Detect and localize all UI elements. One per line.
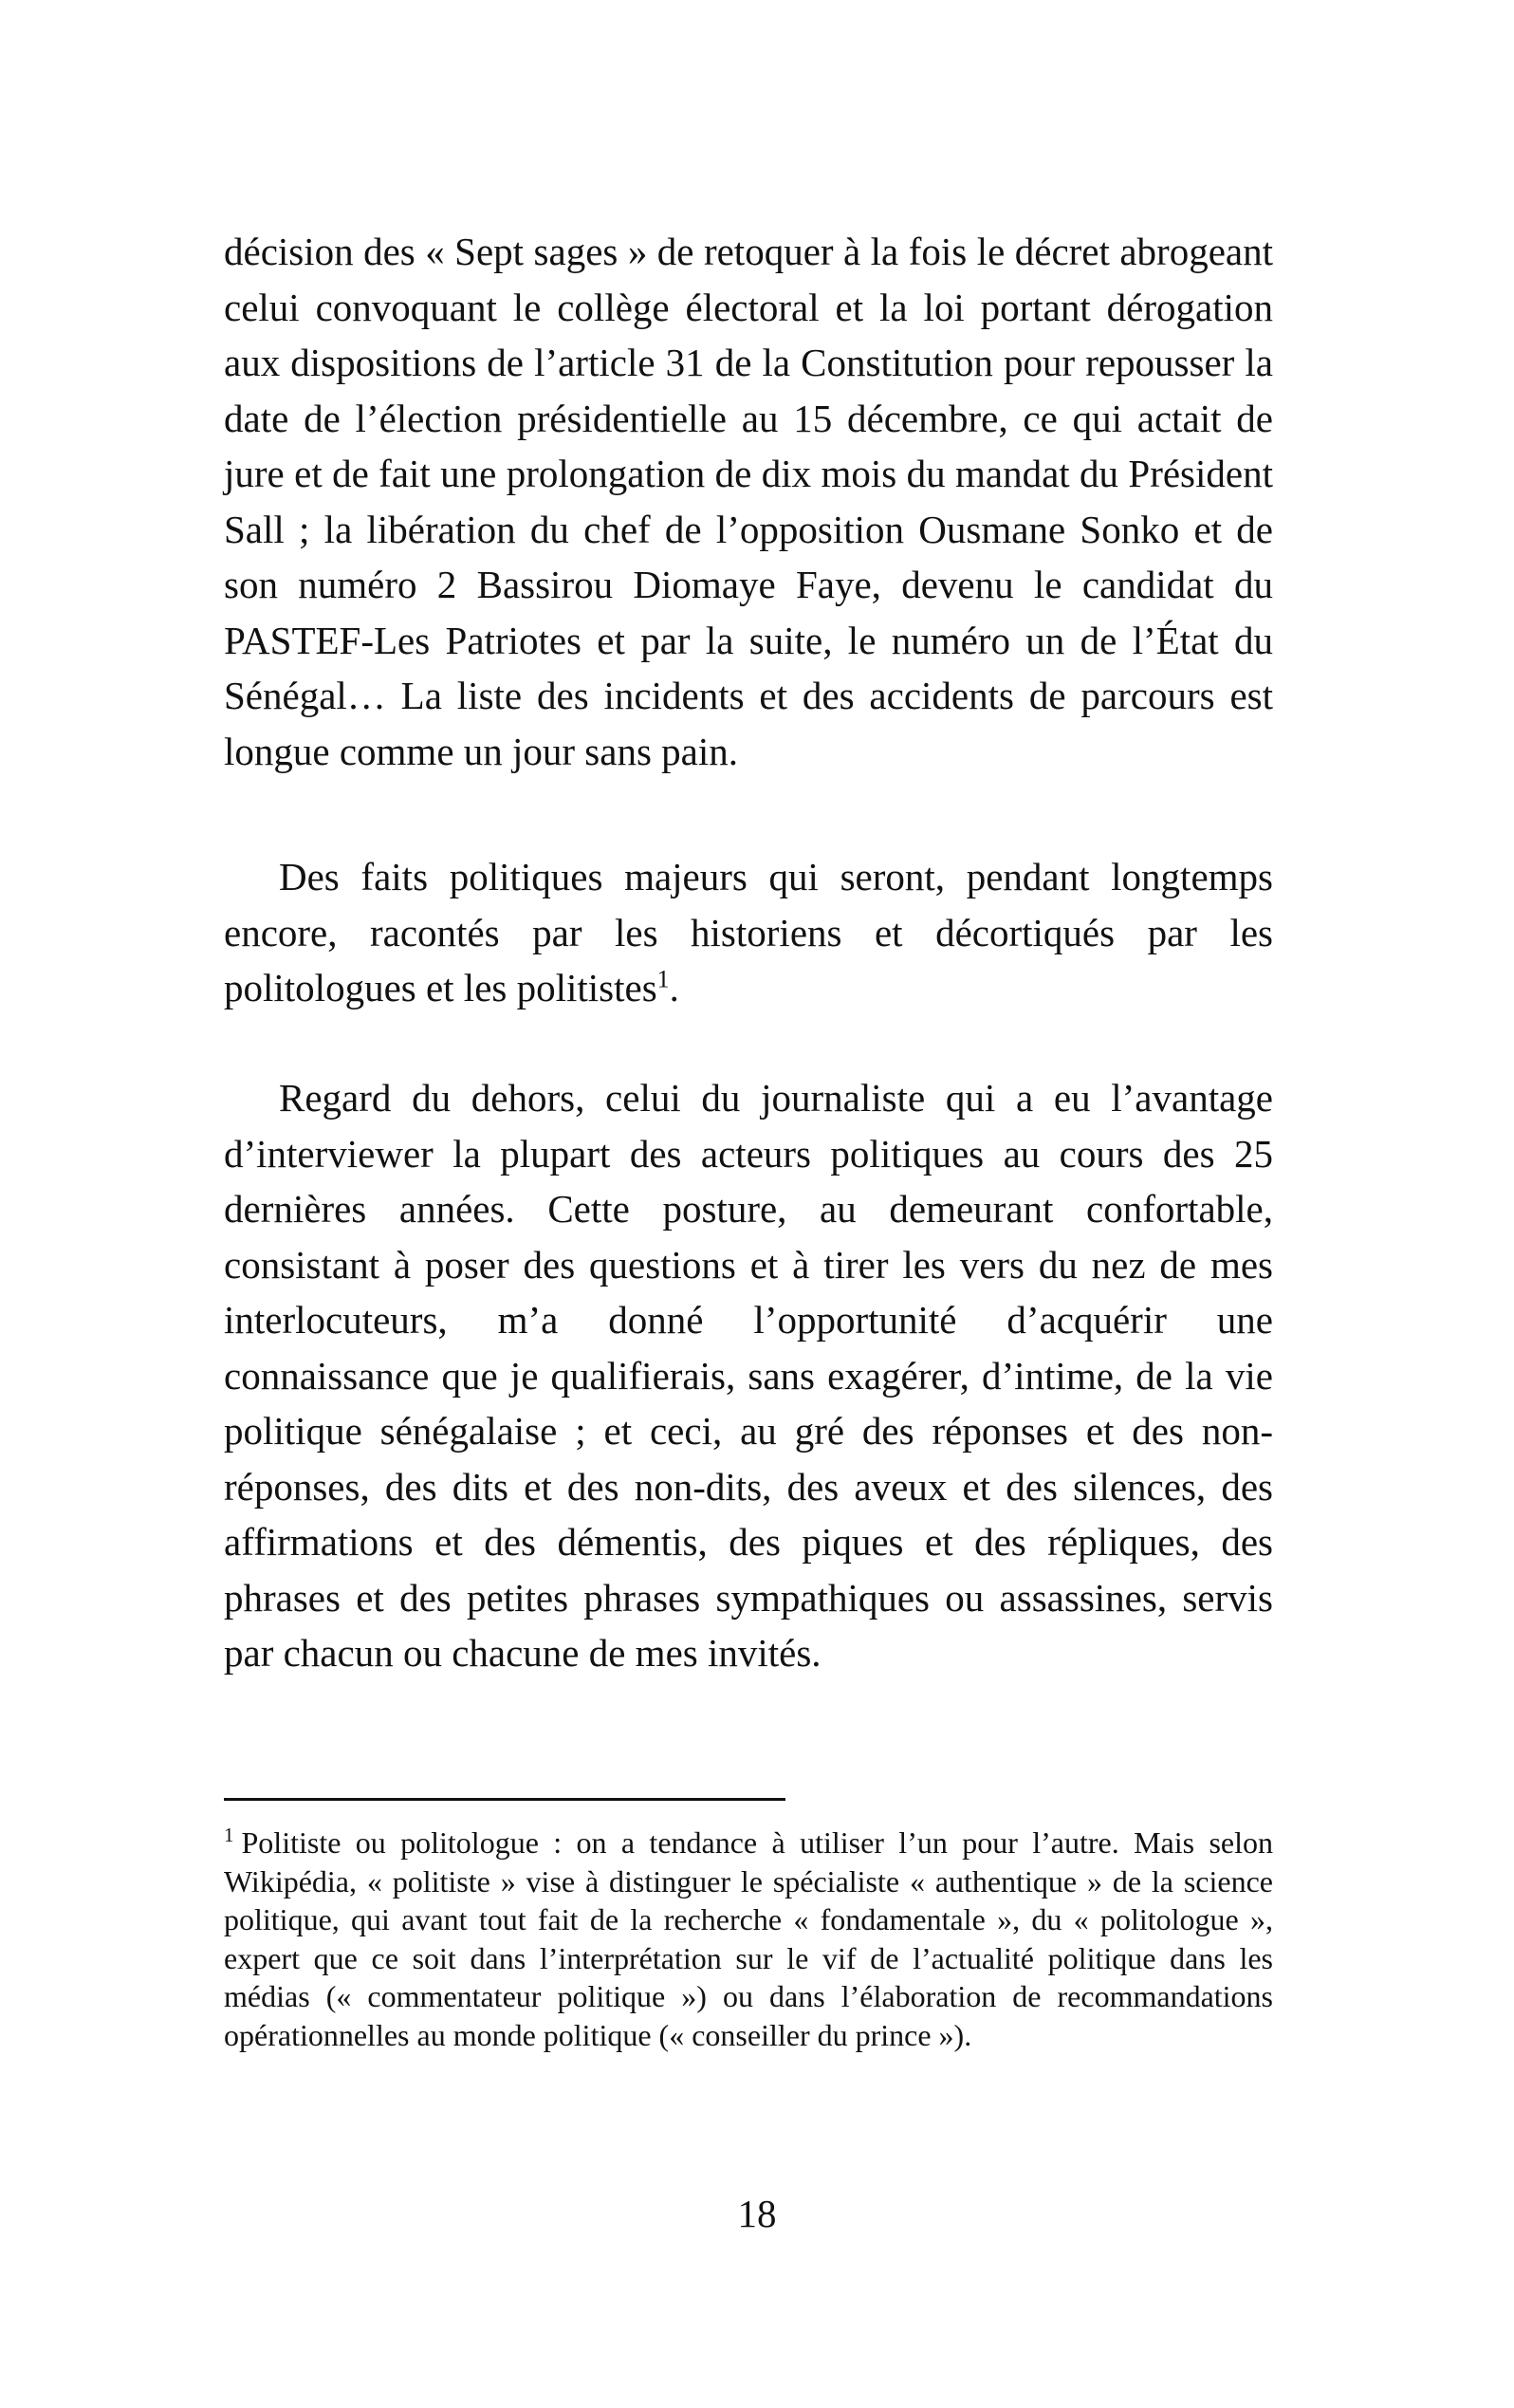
footnote-text: Politiste ou politologue : on a tendance à utiliser l’un pour l’autre. Mais selon Wikipédia, « politiste » vise à distinguer le spécialiste « authentique » de la science politique, qui avant tout fait de la recherche « fondamentale », du « politologue », expert que ce soit dans l’interprétation sur le vif de l’actualité politique dans les médias (« commentateur politique ») ou dans l’élaboration de recommandations opérationnelles au monde politique (« conseiller du prince »). [224,1825,1273,2052]
page-number: 18 [737,2192,777,2235]
paragraph-2 [224,849,1273,1016]
footnote-number: 1 [224,1824,234,1847]
paragraph-2-text: Des faits politiques majeurs qui seront, pendant longtemps encore, racontés par les historiens et décortiqués par les politologues et les politistes [224,855,1273,1010]
paragraph-1: décision des « Sept sages » de retoquer à la fois le décret abrogeant celui convoquant le collège électoral et la loi portant dérogation aux dispositions de l’article 31 de la Constitution pour repousser la date de l’élection présidentielle au 15 décembre, ce qui actait de jure et de fait une prolongation de dix mois du mandat du Président Sall ; la libération du chef de l’opposition Ousmane Sonko et de son numéro 2 Bassirou Diomaye Faye, devenu le candidat du PASTEF-Les Patriotes et par la suite, le numéro un de l’État du Sénégal… La liste des incidents et des accidents de parcours est longue comme un jour sans pain. [224,230,1273,773]
footnote-reference[interactable]: 1 [656,965,670,993]
footnote-separator [224,1798,785,1801]
paragraph-2-end: . [669,966,679,1010]
footnote [224,1824,1273,2054]
paragraph-3: Regard du dehors, celui du journaliste qui a eu l’avantage d’interviewer la plupart des acteurs politiques au cours des 25 dernières années. Cette posture, au demeurant confortable, consistant à poser des questions et à tirer les vers du nez de mes interlocuteurs, m’a donné l’opportunité d’acquérir une connaissance que je qualifierais, sans exagérer, d’intime, de la vie politique sénégalaise ; et ceci, au gré des réponses et des non-réponses, des dits et des non-dits, des aveux et des silences, des affirmations et des démentis, des piques et des répliques, des phrases et des petites phrases sympathiques ou assassines, servis par chacun ou chacune de mes invités. [224,1076,1273,1675]
